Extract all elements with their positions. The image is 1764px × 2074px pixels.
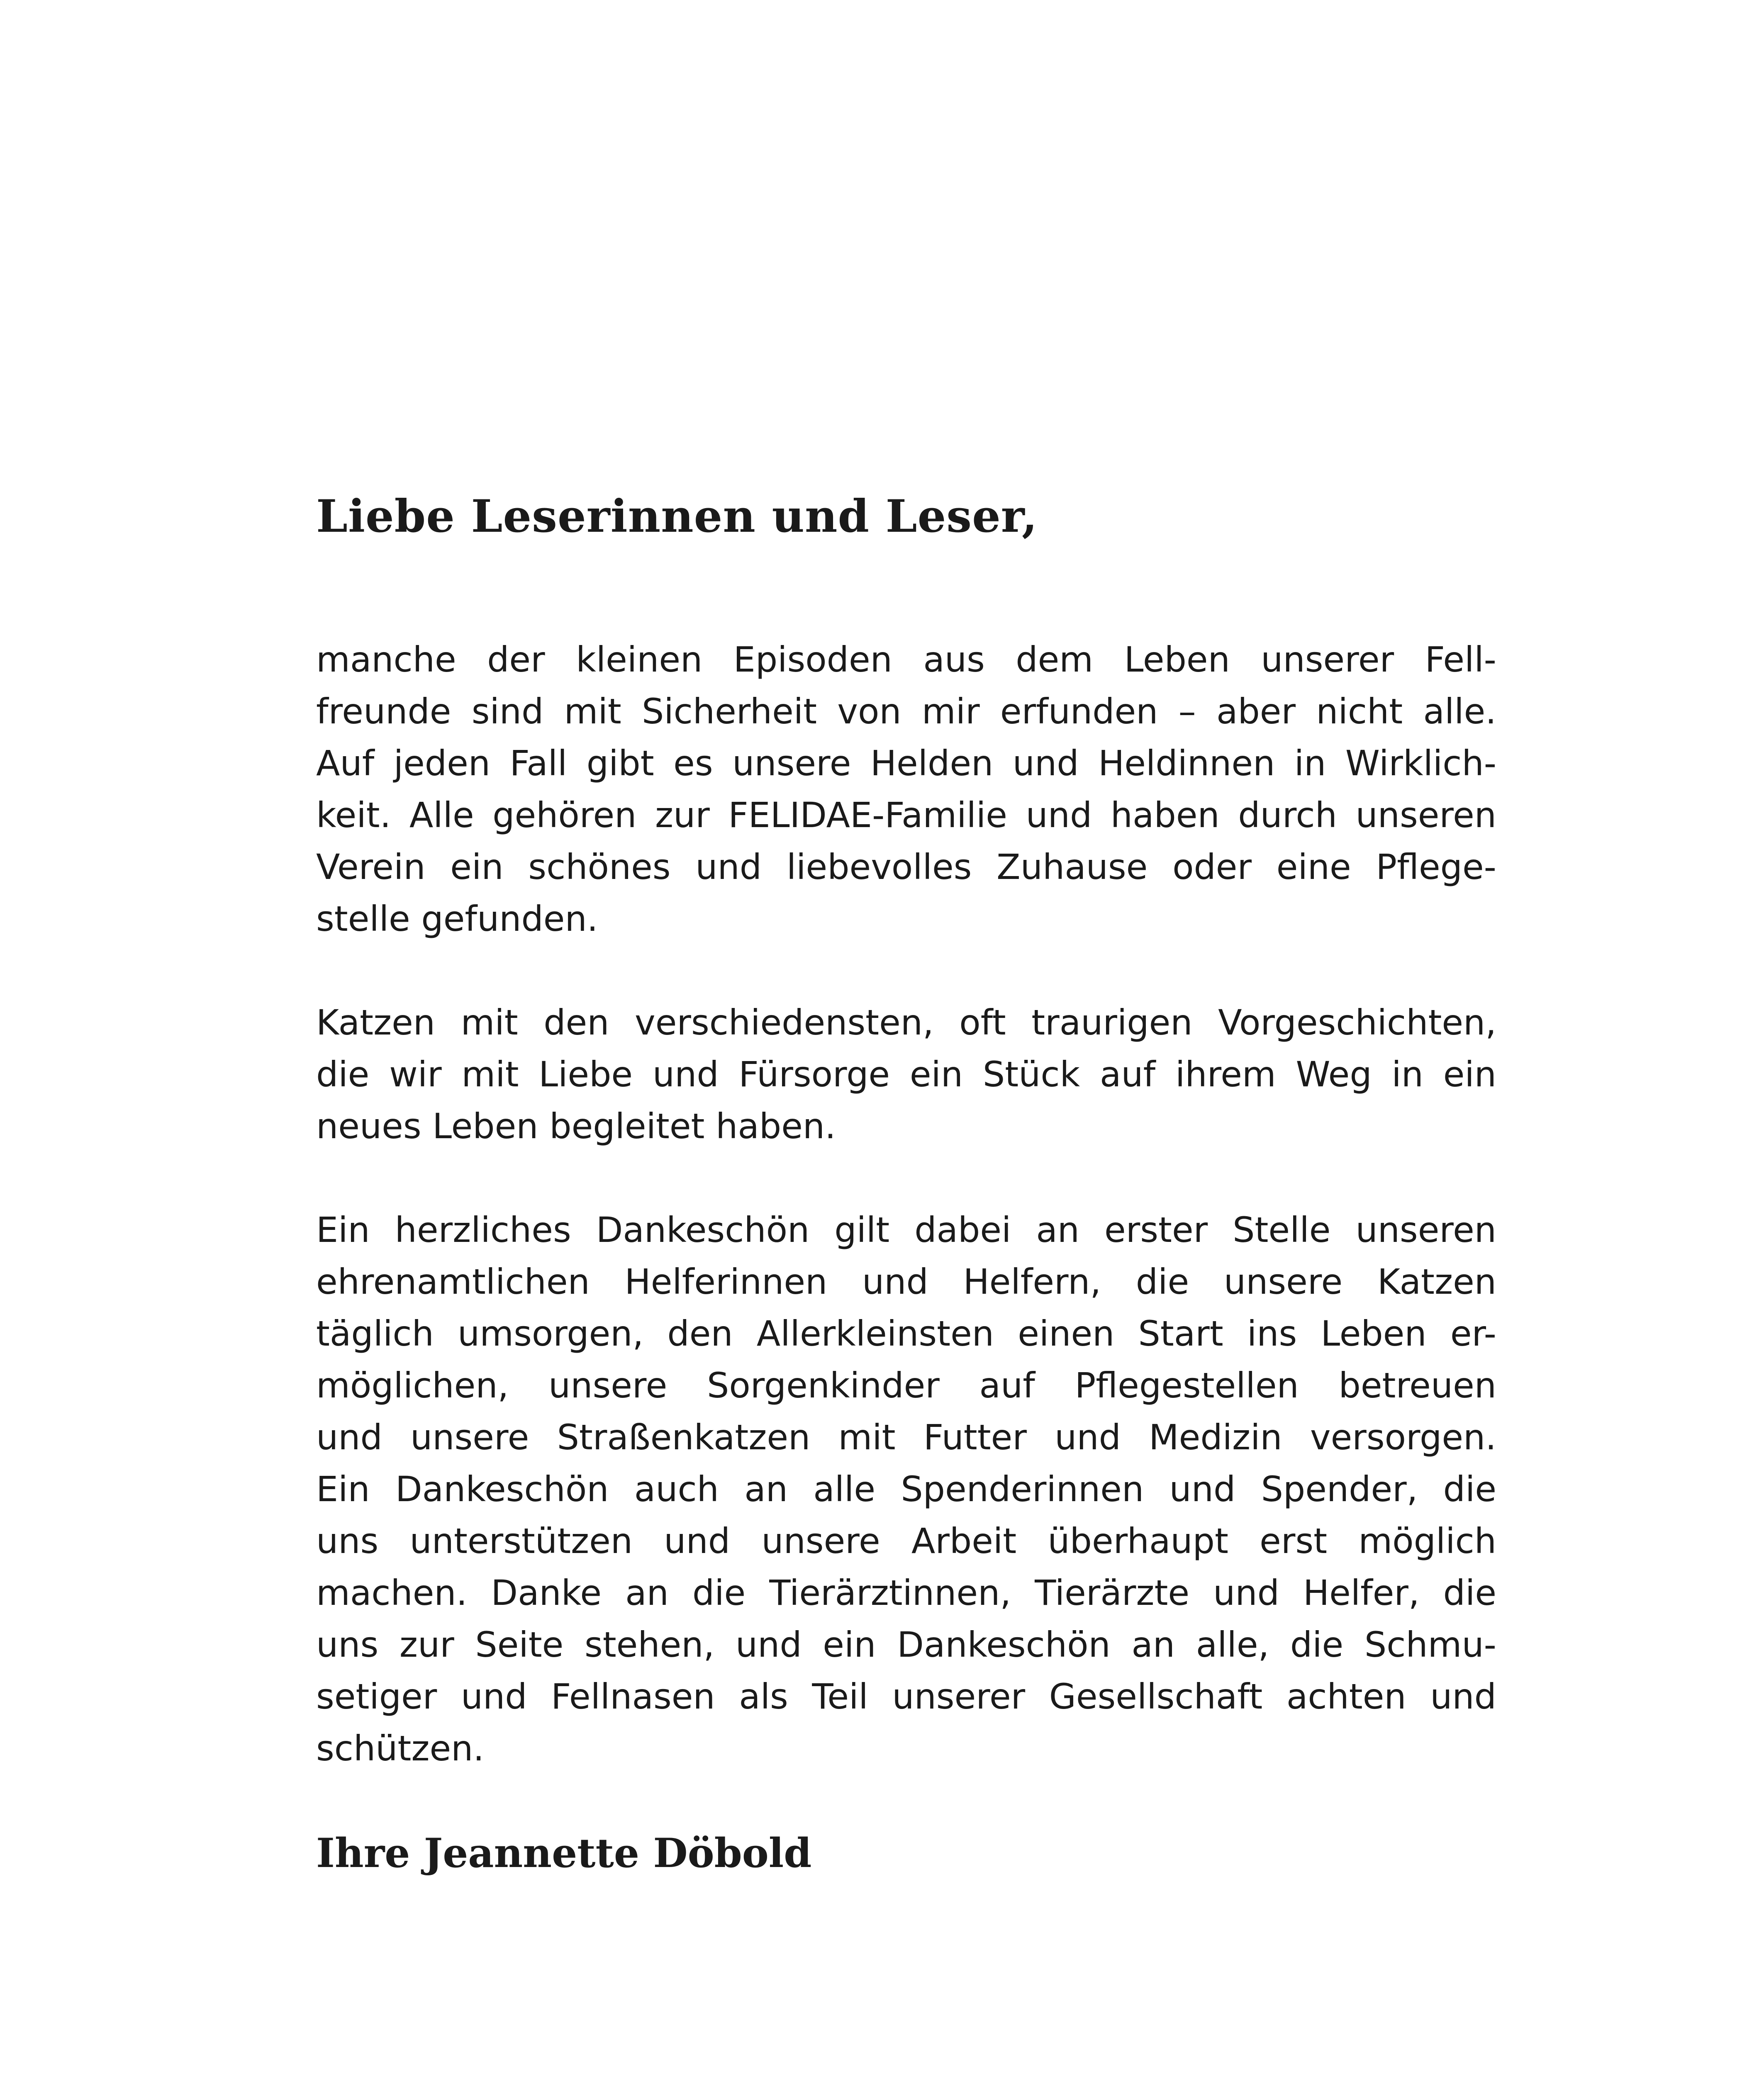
paragraph-line: Verein ein schönes und liebevolles Zuhause oder eine Pflege- [316, 847, 1496, 887]
paragraph-line: neues Leben begleitet haben. [316, 1106, 836, 1147]
paragraph-line: keit. Alle gehören zur FELIDAE-Familie und haben durch unseren [316, 795, 1496, 835]
paragraph-1 [316, 634, 1496, 945]
signature: Ihre Jeannette Döbold [316, 1830, 812, 1877]
paragraph-line: machen. Danke an die Tierärztinnen, Tierärzte und Helfer, die [316, 1573, 1496, 1613]
paragraph-line: uns unterstützen und unsere Arbeit überhaupt erst möglich [316, 1521, 1496, 1561]
paragraph-line: Ein Dankeschön auch an alle Spenderinnen und Spender, die [316, 1469, 1496, 1509]
paragraph-line: Ein herzliches Dankeschön gilt dabei an erster Stelle unseren [316, 1210, 1496, 1250]
paragraph-spacer [316, 1152, 1496, 1204]
paragraph-line: und unsere Straßenkatzen mit Futter und Medizin versorgen. [316, 1417, 1496, 1458]
letter-content [316, 489, 1496, 1878]
paragraph-line: schützen. [316, 1728, 485, 1769]
paragraph-line: manche der kleinen Episoden aus dem Leben unserer Fell- [316, 639, 1496, 680]
paragraph-line: Auf jeden Fall gibt es unsere Helden und Heldinnen in Wirklich- [316, 743, 1496, 784]
paragraph-3 [316, 1204, 1496, 1775]
paragraph-line: die wir mit Liebe und Fürsorge ein Stück auf ihrem Weg in ein [316, 1054, 1496, 1095]
paragraph-line: stelle gefunden. [316, 898, 598, 939]
paragraph-line: täglich umsorgen, den Allerkleinsten einen Start ins Leben er- [316, 1313, 1496, 1354]
paragraph-spacer [316, 945, 1496, 997]
paragraph-line: uns zur Seite stehen, und ein Dankeschön an alle, die Schmu- [316, 1624, 1496, 1665]
paragraph-line: möglichen, unsere Sorgenkinder auf Pflegestellen betreuen [316, 1365, 1496, 1406]
paragraph-2 [316, 997, 1496, 1152]
greeting-heading: Liebe Leserinnen und Leser, [316, 490, 1038, 543]
paragraph-line: freunde sind mit Sicherheit von mir erfunden – aber nicht alle. [316, 691, 1496, 732]
paragraph-line: setiger und Fellnasen als Teil unserer Gesellschaft achten und [316, 1676, 1496, 1717]
paragraph-line: Katzen mit den verschiedensten, oft traurigen Vorgeschichten, [316, 1002, 1496, 1043]
paragraph-line: ehrenamtlichen Helferinnen und Helfern, die unsere Katzen [316, 1261, 1496, 1302]
